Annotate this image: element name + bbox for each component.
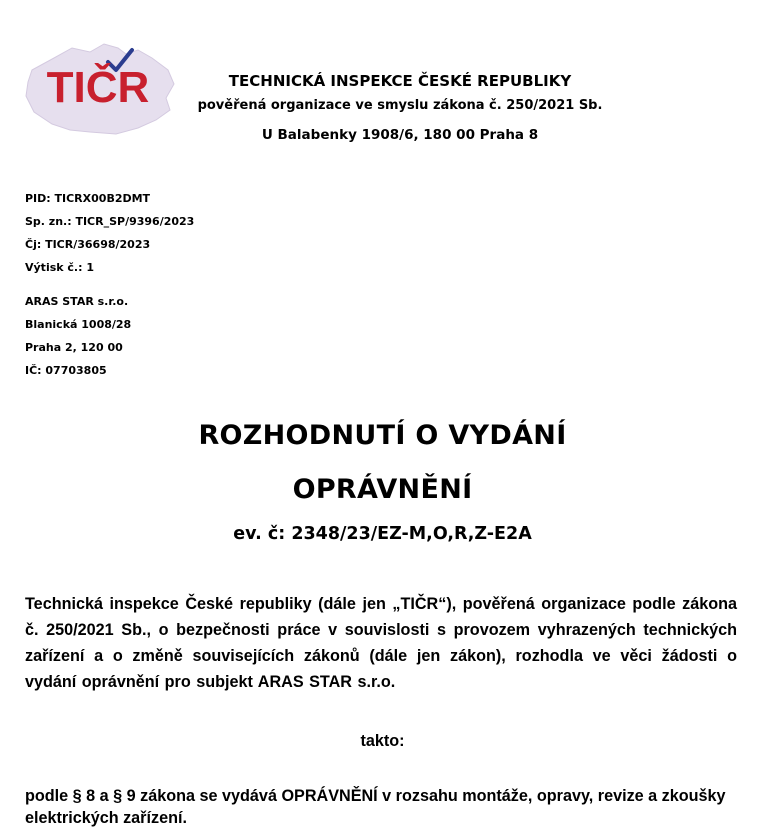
takto-label: takto:: [360, 732, 405, 750]
recipient-city: Praha 2, 120 00: [25, 341, 123, 354]
document-meta: [25, 187, 194, 279]
document-title-line2: OPRÁVNĚNÍ: [292, 474, 473, 505]
document-title-line1: ROZHODNUTÍ O VYDÁNÍ: [198, 420, 567, 451]
ticr-logo: [20, 40, 178, 140]
organization-address: U Balabenky 1908/6, 180 00 Praha 8: [261, 127, 539, 143]
reference-number: Čj: TICR/36698/2023: [25, 238, 151, 251]
logo-text: TIČR: [46, 63, 150, 112]
registration-number: ev. č: 2348/23/EZ-M,O,R,Z-E2A: [233, 524, 532, 544]
organization-subtitle: pověřená organizace ve smyslu zákona č. 250/2021 Sb.: [197, 98, 603, 113]
copy-number: Výtisk č.: 1: [25, 261, 94, 274]
organization-name: TECHNICKÁ INSPEKCE ČESKÉ REPUBLIKY: [228, 72, 572, 90]
recipient-name: ARAS STAR s.r.o.: [25, 295, 129, 308]
ticr-logo-graphic: [20, 40, 178, 140]
decision-statement: podle § 8 a § 9 zákona se vydává OPRÁVNĚNÍ v rozsahu montáže, opravy, revize a zkoušky elektrických zařízení.: [25, 787, 726, 827]
recipient-ic: IČ: 07703805: [25, 364, 107, 377]
file-reference: Sp. zn.: TICR_SP/9396/2023: [25, 215, 195, 228]
recipient-street: Blanická 1008/28: [25, 318, 132, 331]
recipient-address: [25, 290, 131, 382]
pid: PID: TICRX00B2DMT: [25, 192, 151, 205]
decision-preamble: Technická inspekce České republiky (dále jen „TIČR“), pověřená organizace podle zákona č. 250/2021 Sb., o bezpečnosti práce v souvislosti s provozem vyhrazených technických zařízení a o změně souvisejících zákonů (dále jen zákon), rozhodla ve věci žádosti o vydání oprávnění pro subjekt ARAS STAR s.r.o.: [25, 595, 737, 691]
